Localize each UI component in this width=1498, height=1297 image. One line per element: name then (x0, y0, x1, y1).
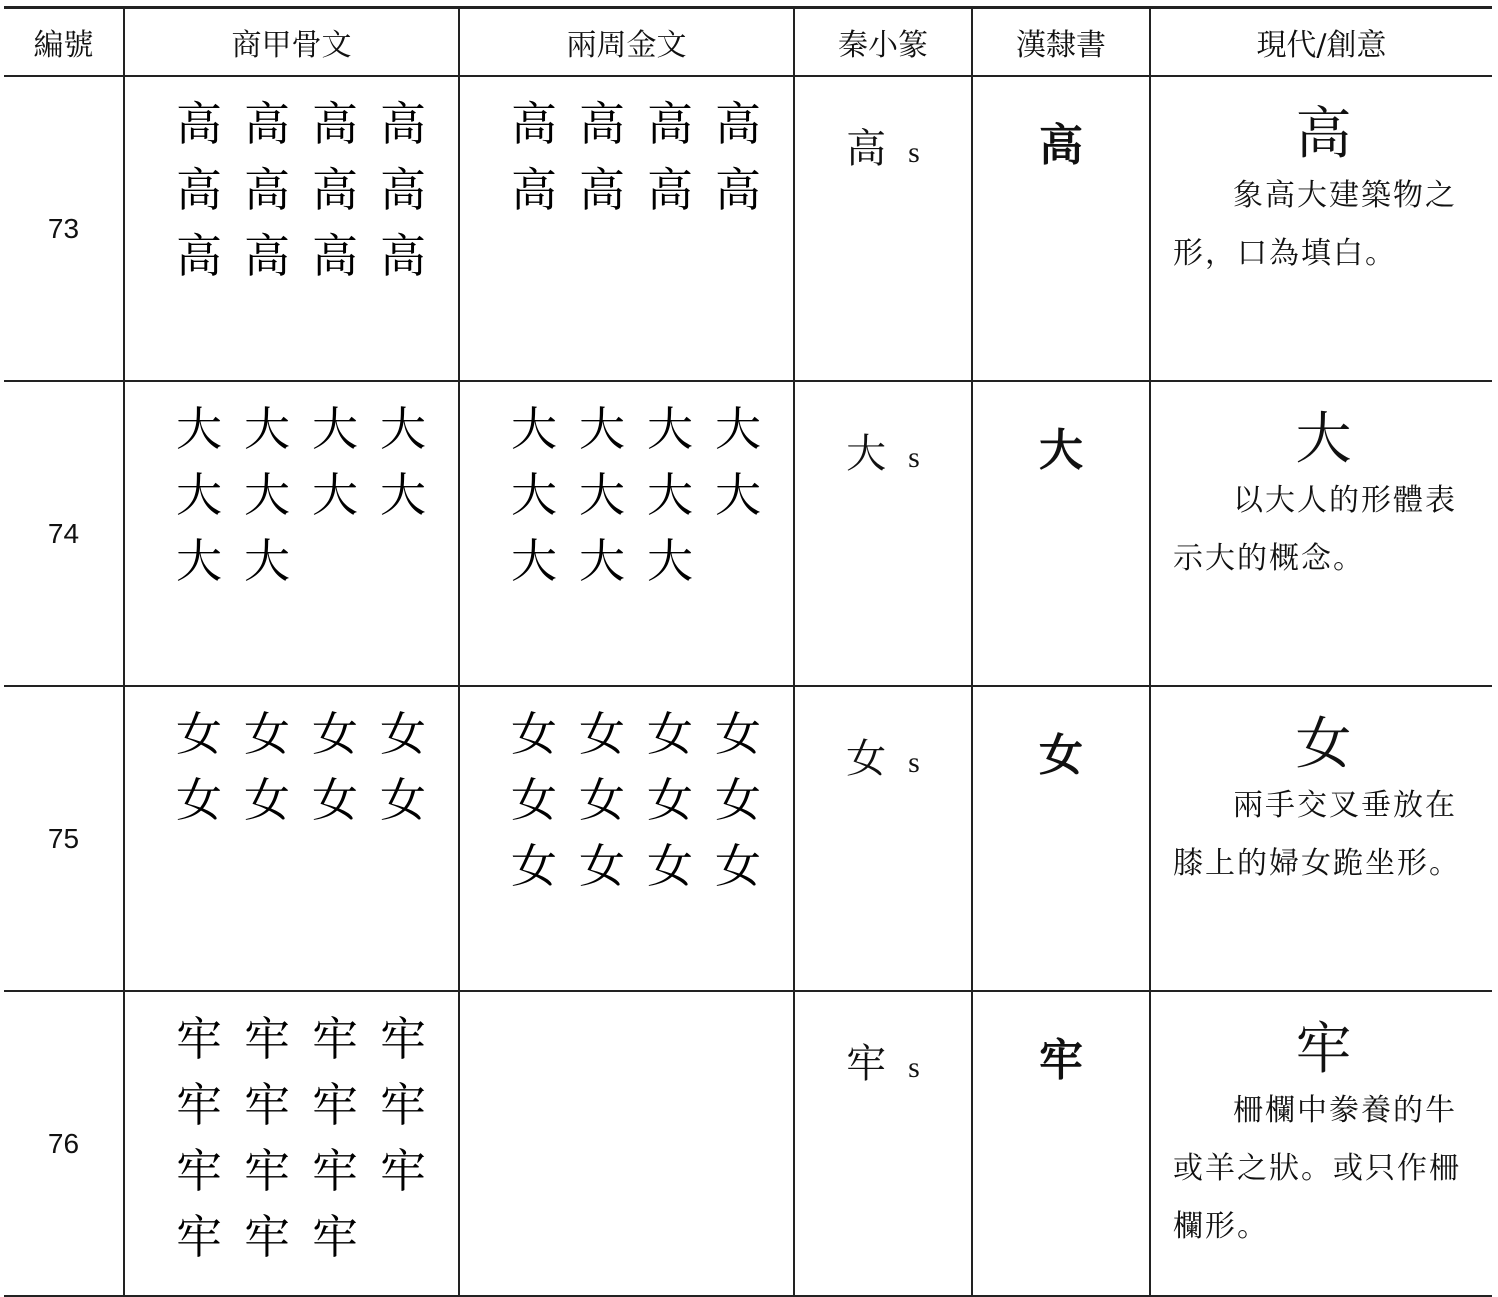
bronze-glyph: 高 (579, 163, 625, 217)
bronze-glyphs (500, 701, 783, 899)
oracle-bone-glyph: 高 (380, 163, 426, 217)
oracle-bone-glyph: 大 (244, 468, 290, 522)
modern-cell (1150, 381, 1492, 686)
oracle-bone-glyph: 牢 (312, 1210, 358, 1264)
clerical-cell (972, 686, 1150, 991)
bronze-glyph: 女 (511, 707, 557, 761)
modern-description: 柵欄中豢養的牛或羊之狀。或只作柵欄形。 (1173, 1093, 1461, 1244)
oracle-bone-glyph: 女 (312, 707, 358, 761)
character-evolution-table (4, 6, 1492, 1297)
bronze-glyph: 大 (511, 468, 557, 522)
oracle-bone-glyph: 高 (176, 229, 222, 283)
oracle-bone-glyph: 牢 (244, 1210, 290, 1264)
oracle-bone-cell (124, 686, 459, 991)
small-seal-glyph: 高 (846, 126, 887, 172)
modern-cell (1150, 76, 1492, 381)
seal-source-marker: s (908, 746, 920, 779)
oracle-bone-glyph: 女 (312, 773, 358, 827)
bronze-glyph: 女 (715, 707, 761, 761)
bronze-glyphs (500, 396, 783, 594)
bronze-glyph: 大 (511, 534, 557, 588)
bronze-glyph: 大 (579, 468, 625, 522)
bronze-glyph: 大 (647, 468, 693, 522)
small-seal-cell (794, 381, 972, 686)
header-modern: 現代/創意 (1150, 8, 1492, 77)
bronze-glyph: 高 (715, 97, 761, 151)
bronze-cell (459, 381, 794, 686)
oracle-bone-glyph: 牢 (312, 1078, 358, 1132)
oracle-bone-glyph: 大 (244, 534, 290, 588)
bronze-glyph: 女 (579, 839, 625, 893)
bronze-glyph: 女 (715, 839, 761, 893)
oracle-bone-glyph: 大 (176, 468, 222, 522)
table-row-73 (4, 76, 1492, 381)
oracle-bone-glyph: 牢 (244, 1144, 290, 1198)
oracle-bone-glyph: 牢 (176, 1144, 222, 1198)
small-seal-cell (794, 686, 972, 991)
oracle-bone-glyph: 高 (176, 97, 222, 151)
header-number: 編號 (4, 8, 124, 77)
bronze-glyph: 高 (511, 97, 557, 151)
bronze-glyph: 高 (511, 163, 557, 217)
modern-cell (1150, 686, 1492, 991)
oracle-bone-glyph: 大 (312, 402, 358, 456)
bronze-glyph: 大 (511, 402, 557, 456)
header-bronze: 兩周金文 (459, 8, 794, 77)
table-row-75 (4, 686, 1492, 991)
entry-number: 74 (4, 381, 124, 686)
bronze-glyph: 大 (715, 402, 761, 456)
oracle-bone-glyph: 高 (380, 97, 426, 151)
oracle-bone-glyph: 大 (244, 402, 290, 456)
seal-source-marker: s (908, 136, 920, 169)
clerical-glyph: 女 (1039, 730, 1083, 781)
entry-number: 75 (4, 686, 124, 991)
oracle-bone-glyph: 高 (312, 229, 358, 283)
oracle-bone-glyph: 牢 (176, 1012, 222, 1066)
modern-character: 高 (1295, 102, 1352, 167)
oracle-bone-cell (124, 381, 459, 686)
modern-character: 女 (1295, 712, 1352, 777)
modern-description: 以大人的形體表示大的概念。 (1173, 483, 1457, 576)
small-seal-glyph: 大 (846, 431, 887, 477)
clerical-glyph: 高 (1039, 120, 1083, 171)
oracle-bone-glyph: 牢 (176, 1210, 222, 1264)
oracle-bone-glyph: 大 (380, 468, 426, 522)
oracle-bone-glyph: 牢 (176, 1078, 222, 1132)
oracle-bone-glyph: 女 (244, 707, 290, 761)
oracle-bone-glyph: 大 (312, 468, 358, 522)
oracle-bone-glyphs (165, 701, 448, 833)
oracle-bone-glyph: 大 (380, 402, 426, 456)
bronze-cell (459, 76, 794, 381)
modern-cell (1150, 991, 1492, 1296)
bronze-glyph: 大 (647, 402, 693, 456)
bronze-glyph: 高 (647, 163, 693, 217)
bronze-glyph: 女 (511, 839, 557, 893)
oracle-bone-glyph: 高 (244, 163, 290, 217)
small-seal-cell (794, 76, 972, 381)
bronze-glyph: 高 (579, 97, 625, 151)
seal-source-marker: s (908, 441, 920, 474)
entry-number: 76 (4, 991, 124, 1296)
oracle-bone-glyph: 女 (380, 773, 426, 827)
oracle-bone-glyph: 女 (380, 707, 426, 761)
modern-description: 象高大建築物之形，口為填白。 (1173, 178, 1457, 271)
small-seal-glyph: 女 (846, 736, 887, 782)
seal-source-marker: s (908, 1051, 920, 1084)
modern-character: 大 (1295, 407, 1352, 472)
oracle-bone-glyphs (165, 1006, 448, 1270)
oracle-bone-glyph: 牢 (380, 1012, 426, 1066)
oracle-bone-glyphs (165, 396, 448, 594)
clerical-cell (972, 381, 1150, 686)
clerical-cell (972, 76, 1150, 381)
bronze-glyphs (500, 91, 783, 223)
oracle-bone-glyph: 牢 (380, 1144, 426, 1198)
bronze-glyph: 女 (579, 707, 625, 761)
entry-number: 73 (4, 76, 124, 381)
oracle-bone-glyph: 高 (244, 97, 290, 151)
small-seal-cell (794, 991, 972, 1296)
oracle-bone-glyph: 女 (244, 773, 290, 827)
oracle-bone-cell (124, 991, 459, 1296)
bronze-glyph: 大 (579, 402, 625, 456)
bronze-glyph: 高 (715, 163, 761, 217)
bronze-glyph: 大 (579, 534, 625, 588)
bronze-glyph: 高 (647, 97, 693, 151)
bronze-glyph: 女 (579, 773, 625, 827)
modern-character: 牢 (1295, 1017, 1352, 1082)
bronze-glyph: 女 (511, 773, 557, 827)
oracle-bone-cell (124, 76, 459, 381)
header-small-seal: 秦小篆 (794, 8, 972, 77)
oracle-bone-glyph: 高 (312, 97, 358, 151)
clerical-glyph: 大 (1039, 425, 1083, 476)
oracle-bone-glyph: 高 (176, 163, 222, 217)
oracle-bone-glyph: 高 (380, 229, 426, 283)
header-row (4, 8, 1492, 77)
bronze-glyph: 女 (647, 839, 693, 893)
bronze-glyph: 女 (715, 773, 761, 827)
oracle-bone-glyph: 女 (176, 707, 222, 761)
bronze-cell (459, 686, 794, 991)
oracle-bone-glyphs (165, 91, 448, 289)
oracle-bone-glyph: 牢 (244, 1012, 290, 1066)
small-seal-glyph: 牢 (846, 1041, 887, 1087)
clerical-glyph: 牢 (1039, 1035, 1083, 1086)
oracle-bone-glyph: 牢 (312, 1144, 358, 1198)
header-oracle-bone: 商甲骨文 (124, 8, 459, 77)
bronze-glyph: 女 (647, 773, 693, 827)
oracle-bone-glyph: 大 (176, 534, 222, 588)
modern-description: 兩手交叉垂放在膝上的婦女跪坐形。 (1173, 788, 1461, 881)
bronze-glyph: 大 (715, 468, 761, 522)
bronze-cell (459, 991, 794, 1296)
bronze-glyph: 女 (647, 707, 693, 761)
oracle-bone-glyph: 女 (176, 773, 222, 827)
bronze-glyph: 大 (647, 534, 693, 588)
oracle-bone-glyph: 高 (312, 163, 358, 217)
oracle-bone-glyph: 高 (244, 229, 290, 283)
oracle-bone-glyph: 牢 (380, 1078, 426, 1132)
oracle-bone-glyph: 牢 (312, 1012, 358, 1066)
oracle-bone-glyph: 牢 (244, 1078, 290, 1132)
table-row-74 (4, 381, 1492, 686)
oracle-bone-glyph: 大 (176, 402, 222, 456)
clerical-cell (972, 991, 1150, 1296)
header-clerical: 漢隸書 (972, 8, 1150, 77)
table-row-76 (4, 991, 1492, 1296)
